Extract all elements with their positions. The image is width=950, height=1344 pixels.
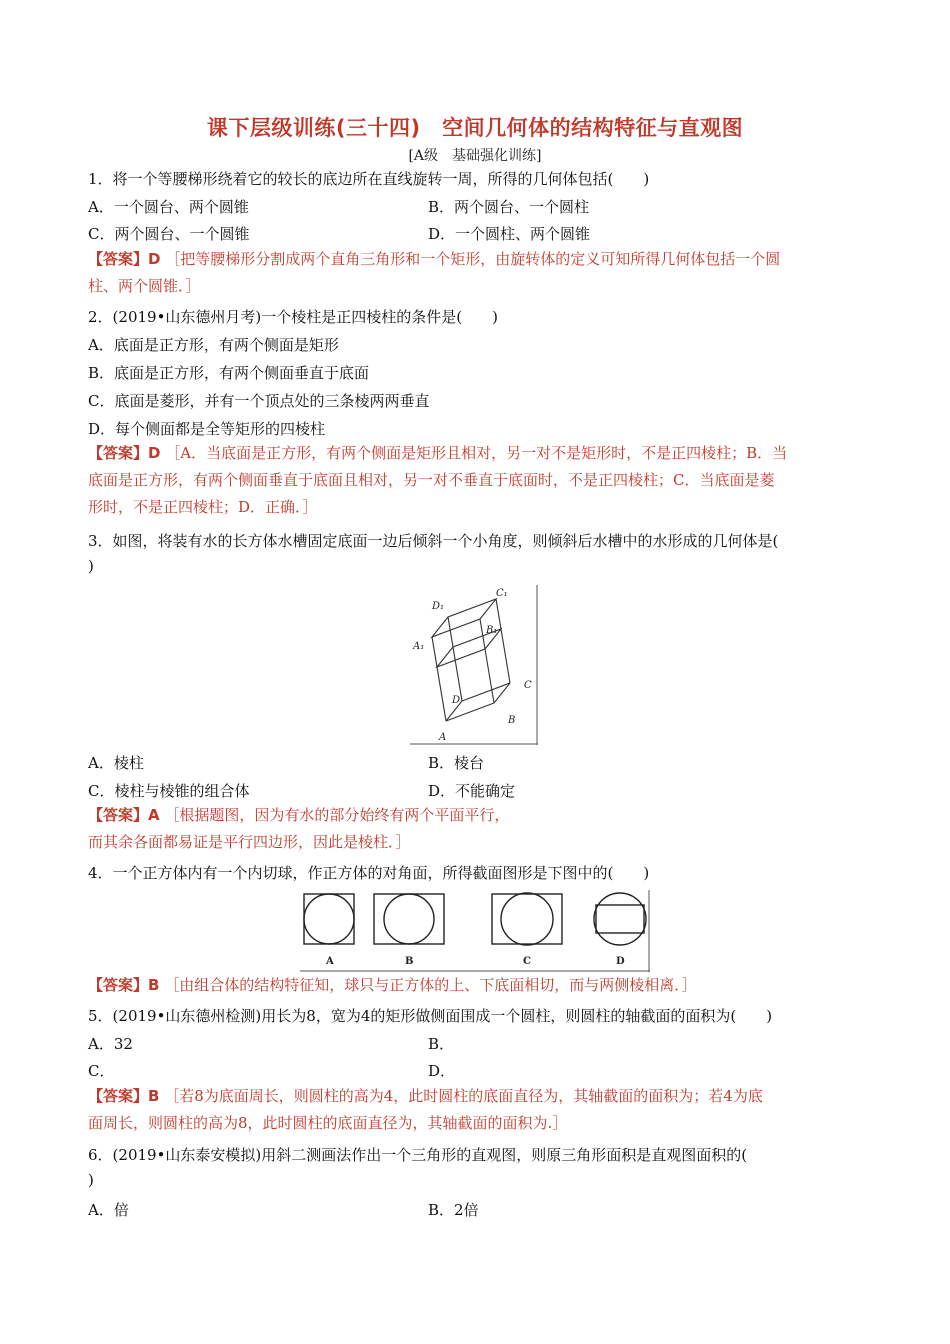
question-2-option-c: C．底面是菱形，并有一个顶点处的三条棱两两垂直: [88, 392, 430, 410]
question-2-stem: 2．(2019•山东德州月考)一个棱柱是正四棱柱的条件是( ): [88, 308, 498, 326]
question-2-option-b: B．底面是正方形，有两个侧面垂直于底面: [88, 364, 370, 382]
option-a-label: A: [326, 956, 334, 967]
question-1-stem: 1．将一个等腰梯形绕着它的较长的底边所在直线旋转一周，所得的几何体包括( ): [88, 170, 650, 188]
answer-tag: 【答案】D: [88, 444, 161, 462]
answer-text-line-2: 柱、两个圆锥．］: [88, 277, 201, 295]
question-1-option-d: D．一个圆柱、两个圆锥: [428, 225, 591, 243]
question-5-answer: [88, 1083, 868, 1137]
question-5-stem: 5．(2019•山东德州检测)用长为8，宽为4的矩形做侧面围成一个圆柱，则圆柱的轴截面的面积为( ): [88, 1007, 773, 1025]
label-b1: B₁: [486, 625, 498, 636]
question-3-answer: [88, 802, 868, 856]
section-subtitle: [A级 基础强化训练]: [408, 148, 542, 164]
answer-text-line-1: ［A．当底面是正方形，有两个侧面是矩形且相对，另一对不是矩形时，不是正四棱柱；B．当: [165, 444, 788, 462]
answer-text-line-2: 底面是正方形，有两个侧面垂直于底面且相对，另一对不垂直于底面时，不是正四棱柱；C．当底面是菱: [88, 471, 775, 489]
option-c-rectangle: [492, 894, 562, 944]
answer-text-line-1: ［由组合体的结构特征知，球只与正方体的上、下底面相切，而与两侧棱相离．］: [164, 976, 697, 994]
answer-tag: 【答案】A: [88, 806, 160, 824]
question-2-answer: [88, 440, 868, 521]
option-b-circle: [384, 894, 434, 944]
question-2-option-d: D．每个侧面都是全等矩形的四棱柱: [88, 420, 326, 438]
answer-tag: 【答案】B: [88, 976, 160, 994]
question-4-answer: [88, 972, 868, 999]
question-5-option-a: A．32: [88, 1035, 133, 1053]
question-3-option-a: A．棱柱: [88, 754, 144, 772]
question-3-option-d: D．不能确定: [428, 782, 516, 800]
question-5-option-c: C．: [88, 1062, 115, 1080]
question-1-option-a: A．一个圆台、两个圆锥: [88, 198, 249, 216]
question-6-stem-line-1: 6．(2019•山东泰安模拟)用斜二测画法作出一个三角形的直观图，则原三角形面积是直观图面积的(: [88, 1146, 748, 1164]
option-a-circle: [304, 894, 354, 944]
label-a: A: [439, 732, 447, 743]
question-6-stem-line-2: ): [88, 1171, 94, 1189]
question-3-option-c: C．棱柱与棱锥的组合体: [88, 782, 250, 800]
answer-text-line-1: ［若8为底面周长，则圆柱的高为4，此时圆柱的底面直径为，其轴截面的面积为；若4为底: [164, 1087, 763, 1105]
cross-section-options-figure: [300, 890, 650, 972]
question-3-stem-line-1: 3．如图，将装有水的长方体水槽固定底面一边后倾斜一个小角度，则倾斜后水槽中的水形成的几何体是(: [88, 532, 779, 550]
question-1-option-c: C．两个圆台、一个圆锥: [88, 225, 250, 243]
question-3-option-b: B．棱台: [428, 754, 485, 772]
label-d: D: [452, 695, 461, 706]
label-c1: C₁: [496, 588, 508, 599]
option-c-label: C: [523, 956, 531, 967]
answer-text-line-1: ［把等腰梯形分割成两个直角三角形和一个矩形，由旋转体的定义可知所得几何体包括一个圆: [165, 250, 781, 268]
page-title: 课下层级训练(三十四) 空间几何体的结构特征与直观图: [206, 116, 744, 140]
answer-text-line-3: 形时，不是正四棱柱；D．正确．］: [88, 498, 318, 516]
question-5-option-b: B．: [428, 1035, 455, 1053]
option-d-rectangle: [596, 905, 644, 933]
question-6-option-a: A．倍: [88, 1201, 129, 1219]
question-2-option-a: A．底面是正方形，有两个侧面是矩形: [88, 336, 339, 354]
question-4-stem: 4．一个正方体内有一个内切球，作正方体的对角面，所得截面图形是下图中的( ): [88, 864, 650, 882]
label-d1: D₁: [432, 601, 445, 612]
option-d-circle: [594, 893, 646, 945]
label-c: C: [524, 680, 532, 691]
option-b-label: B: [405, 956, 414, 967]
label-b: B: [508, 715, 516, 726]
question-5-option-d: D．: [428, 1062, 456, 1080]
question-1-answer: [88, 246, 868, 300]
answer-text-line-2: 面周长，则圆柱的高为8，此时圆柱的底面直径为，其轴截面的面积为.］: [88, 1114, 568, 1132]
question-6-option-b: B．2倍: [428, 1201, 479, 1219]
label-a1: A₁: [413, 641, 425, 652]
question-3-stem-line-2: ): [88, 557, 94, 575]
cuboid-edges: [432, 599, 510, 721]
answer-tag: 【答案】B: [88, 1087, 160, 1105]
answer-text-line-1: ［根据题图，因为有水的部分始终有两个平面平行，: [164, 806, 510, 824]
option-c-circle: [501, 893, 553, 945]
tilted-cuboid-figure: [410, 585, 538, 745]
answer-text-line-2: 而其余各面都易证是平行四边形，因此是棱柱．］: [88, 833, 411, 851]
answer-tag: 【答案】D: [88, 250, 161, 268]
option-d-label: D: [616, 956, 625, 967]
question-1-option-b: B．两个圆台、一个圆柱: [428, 198, 590, 216]
